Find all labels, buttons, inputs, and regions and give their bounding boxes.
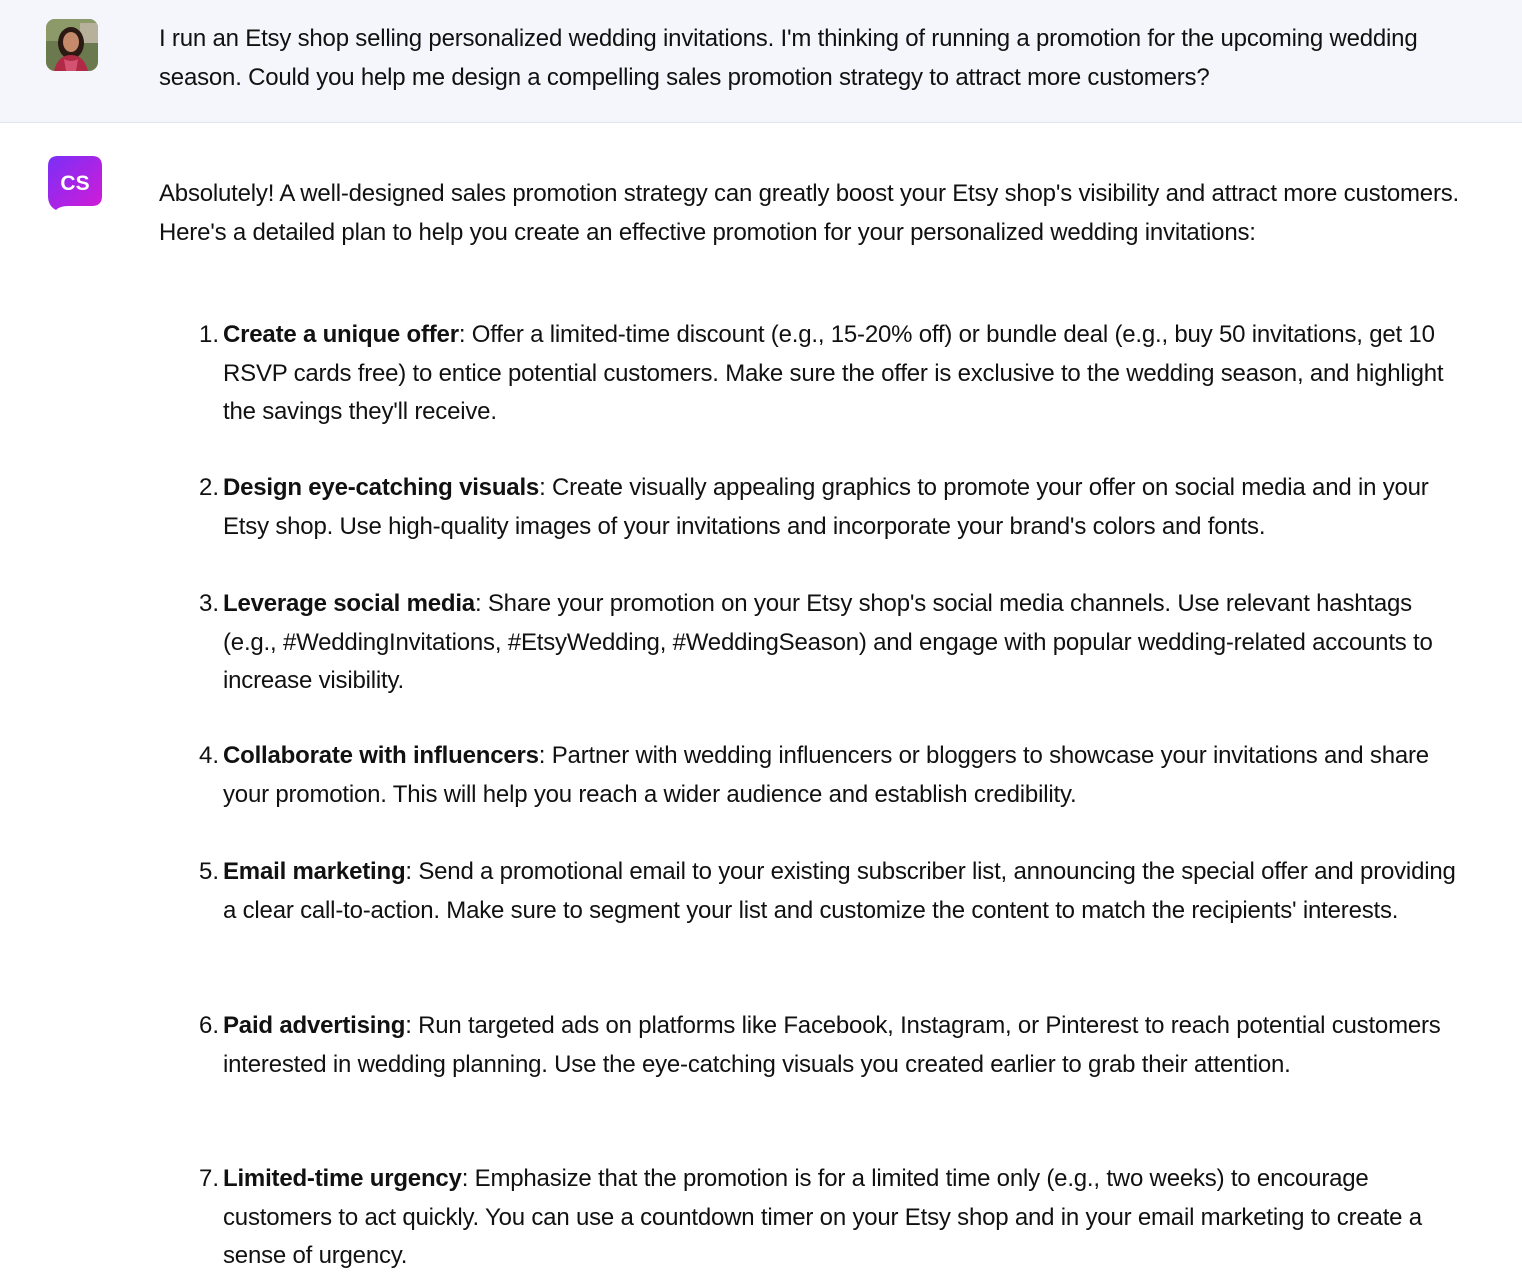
list-item-body bbox=[223, 853, 1463, 930]
list-item-body bbox=[223, 316, 1463, 432]
list-item-body bbox=[223, 585, 1463, 701]
user-message-text: I run an Etsy shop selling personalized wedding invitations. I'm thinking of running a promotion for the upcoming wedding season. Could you help me design a compelling sales promotion strategy to attract more customers? bbox=[159, 25, 1418, 91]
list-item-text: : Emphasize that the promotion is for a limited time only (e.g., two weeks) to encourage customers to act quickly. You can use a countdown timer on your Etsy shop and in your email marketing to create a sense of urgency. bbox=[223, 1165, 1422, 1269]
list-item-number: 4. bbox=[198, 742, 219, 769]
list-item-text: : Create visually appealing graphics to promote your offer on social media and in your Etsy shop. Use high-quality images of your invitations and incorporate your brand's colors and fonts. bbox=[223, 474, 1429, 540]
list-item-title: Email marketing bbox=[223, 858, 406, 885]
list-item-number: 2. bbox=[198, 474, 219, 501]
list-item-number: 5. bbox=[198, 858, 219, 885]
list-item-title: Design eye-catching visuals bbox=[223, 474, 540, 501]
list-item-text: : Run targeted ads on platforms like Facebook, Instagram, or Pinterest to reach potential customers interested in wedding planning. Use the eye-catching visuals you created earlier to grab their attention. bbox=[223, 1012, 1441, 1078]
user-message bbox=[0, 0, 1522, 123]
user-photo-icon bbox=[46, 19, 98, 71]
list-item-number: 1. bbox=[198, 321, 219, 348]
list-item-body bbox=[223, 469, 1463, 546]
list-item-number: 6. bbox=[198, 1012, 219, 1039]
assistant-avatar bbox=[48, 156, 102, 210]
list-item-number: 7. bbox=[198, 1165, 219, 1192]
list-item-title: Leverage social media bbox=[223, 590, 475, 617]
list-item-body bbox=[223, 1160, 1463, 1276]
list-item-body bbox=[223, 1007, 1463, 1084]
list-item-title: Paid advertising bbox=[223, 1012, 406, 1039]
list-item-title: Create a unique offer bbox=[223, 321, 459, 348]
list-item-text: : Share your promotion on your Etsy shop's social media channels. Use relevant hashtags (e.g., #WeddingInvitations, #EtsyWedding, #WeddingSeason) and engage with popular wedding-related accounts to increase visibility. bbox=[223, 590, 1433, 694]
list-item-text: : Offer a limited-time discount (e.g., 15-20% off) or bundle deal (e.g., buy 50 invitations, get 10 RSVP cards free) to entice potential customers. Make sure the offer is exclusive to the wedding season, and highlight the savings they'll receive. bbox=[223, 321, 1444, 425]
assistant-logo-icon bbox=[48, 156, 102, 210]
list-item-text: : Send a promotional email to your existing subscriber list, announcing the special offer and providing a clear call-to-action. Make sure to segment your list and customize the content to match the recipients' interests. bbox=[223, 858, 1456, 924]
list-item-number: 3. bbox=[198, 590, 219, 617]
list-item-title: Collaborate with influencers bbox=[223, 742, 539, 769]
list-item-text: : Partner with wedding influencers or bloggers to showcase your invitations and share your promotion. This will help you reach a wider audience and establish credibility. bbox=[223, 742, 1429, 808]
assistant-logo-text: CS bbox=[60, 172, 90, 195]
assistant-intro: Absolutely! A well-designed sales promotion strategy can greatly boost your Etsy shop's visibility and attract more customers. Here's a detailed plan to help you create an effective promotion for your personalized wedding invitations: bbox=[159, 180, 1460, 246]
list-item-body bbox=[223, 737, 1463, 814]
list-item-title: Limited-time urgency bbox=[223, 1165, 462, 1192]
user-avatar bbox=[46, 19, 98, 71]
